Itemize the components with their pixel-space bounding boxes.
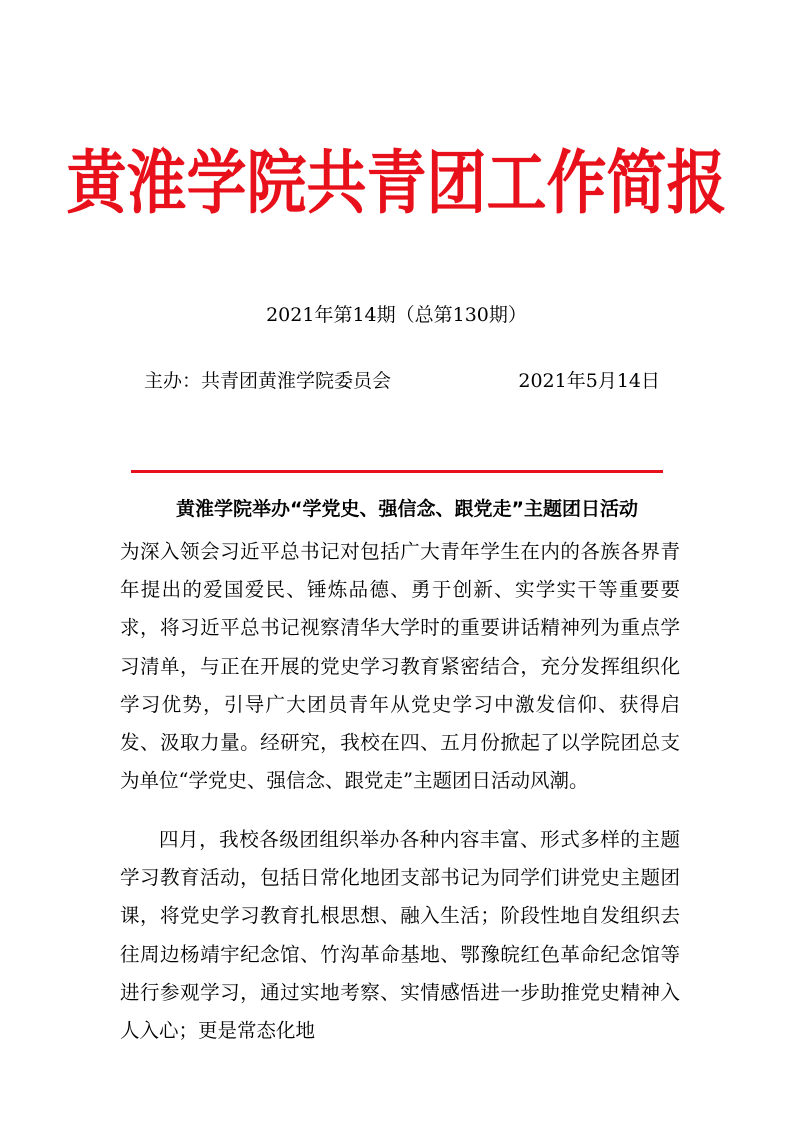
red-divider bbox=[131, 470, 663, 473]
article-headline: 黄淮学院举办“学党史、强信念、跟党走”主题团日活动 bbox=[176, 498, 638, 520]
article-paragraph: 为深入领会习近平总书记对包括广大青年学生在内的各族各界青年提出的爱国爱民、锤炼品德、勇于创新、实学实干等重要要求，将习近平总书记视察清华大学时的重要讲话精神列为重点学习清单，与正在开展的党史学习教育紧密结合，充分发挥组织化学习优势，引导广大团员青年从党史学习中激发信仰、获得启发、汲取力量。经研究，我校在四、五月份掀起了以学院团总支为单位“学党史、强信念、跟党走”主题团日活动风潮。 bbox=[120, 540, 680, 793]
issue-number: 2021年第14期（总第130期） bbox=[266, 304, 527, 326]
sponsor-line: 主办：共青团黄淮学院委员会 bbox=[144, 370, 392, 392]
newsletter-masthead: 黄淮学院共青团工作简报 bbox=[66, 143, 727, 224]
article-paragraph: 四月，我校各级团组织举办各种内容丰富、形式多样的主题学习教育活动，包括日常化地团支部书记为同学们讲党史主题团课，将党史学习教育扎根思想、融入生活；阶段性地自发组织去往周边杨靖宇纪念馆、竹沟革命基地、鄂豫皖红色革命纪念馆等进行参观学习，通过实地考察、实情感悟进一步助推党史精神入人入心；更是常态化地 bbox=[120, 828, 680, 1043]
issue-date: 2021年5月14日 bbox=[518, 370, 660, 392]
